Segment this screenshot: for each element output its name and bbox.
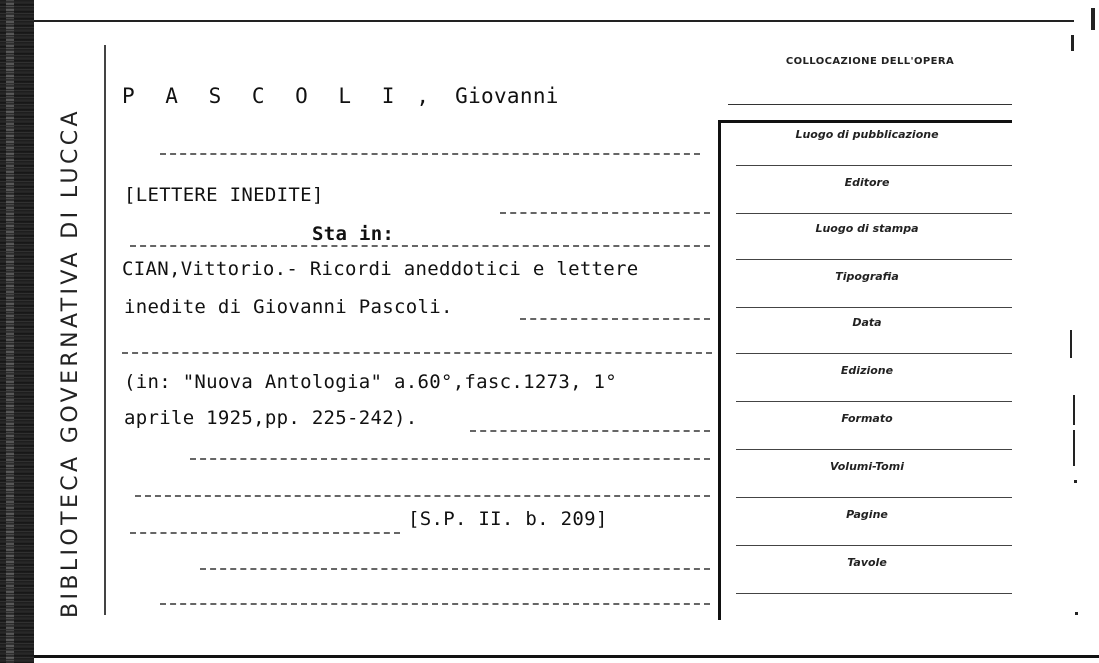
scan-artifacts: [1069, 0, 1099, 663]
field-volumi-tomi: [722, 450, 1012, 498]
field-label: Formato: [841, 412, 893, 425]
field-label: Luogo di pubblicazione: [795, 128, 939, 141]
field-label: Edizione: [840, 364, 894, 377]
field-label: Tavole: [847, 556, 887, 569]
ruled-line: [135, 495, 710, 497]
field-data: [722, 306, 1012, 354]
source-line-2: inedite di Giovanni Pascoli.: [124, 296, 453, 318]
ruled-line: [160, 153, 700, 155]
field-luogo-stampa: [722, 212, 1012, 260]
shelfmark: [S.P. II. b. 209]: [408, 508, 608, 530]
source-line-4: aprile 1925,pp. 225-242).: [124, 407, 418, 429]
ruled-line: [520, 318, 710, 320]
ruled-line: [200, 568, 710, 570]
field-line: [736, 593, 1012, 594]
field-label: Pagine: [846, 508, 888, 521]
sta-in-label: Sta in:: [312, 223, 395, 245]
source-line-3: (in: "Nuova Antologia" a.60°,fasc.1273, 1°: [124, 371, 618, 393]
ruled-line: [122, 352, 712, 354]
panel-rule: [728, 104, 1012, 105]
card-top-border: [34, 20, 1074, 22]
ruled-line: [160, 603, 710, 605]
margin-rule: [104, 45, 106, 615]
field-luogo-pubblicazione: [722, 118, 1012, 166]
panel-title: COLLOCAZIONE DELL'OPERA: [785, 56, 955, 67]
field-label: Volumi-Tomi: [830, 460, 904, 473]
author-separator: ,: [403, 84, 430, 108]
ruled-line: [470, 430, 710, 432]
field-pagine: [722, 498, 1012, 546]
work-title: [LETTERE INEDITE]: [124, 184, 324, 206]
panel-frame-left: [718, 120, 721, 620]
field-tipografia: [722, 260, 1012, 308]
author-given-name: Giovanni: [455, 84, 559, 108]
ruled-line: [190, 458, 710, 460]
field-tavole: [722, 546, 1012, 594]
field-editore: [722, 166, 1012, 214]
ruled-line: [130, 245, 710, 247]
field-label: Editore: [844, 176, 890, 189]
author-heading: [122, 84, 559, 108]
field-label: Data: [852, 316, 882, 329]
ruled-line: [130, 532, 400, 534]
field-label: Luogo di stampa: [815, 222, 919, 235]
field-formato: [722, 402, 1012, 450]
ruled-line: [500, 212, 710, 214]
field-label: Tipografia: [835, 270, 899, 283]
author-surname: P A S C O L I: [122, 84, 404, 108]
card-bottom-border: [34, 655, 1099, 658]
field-edizione: [722, 354, 1012, 402]
scan-edge: [0, 0, 34, 663]
institution-label: BIBLIOTECA GOVERNATIVA DI LUCCA: [58, 108, 83, 618]
source-line-1: CIAN,Vittorio.- Ricordi aneddotici e lettere: [122, 258, 639, 280]
